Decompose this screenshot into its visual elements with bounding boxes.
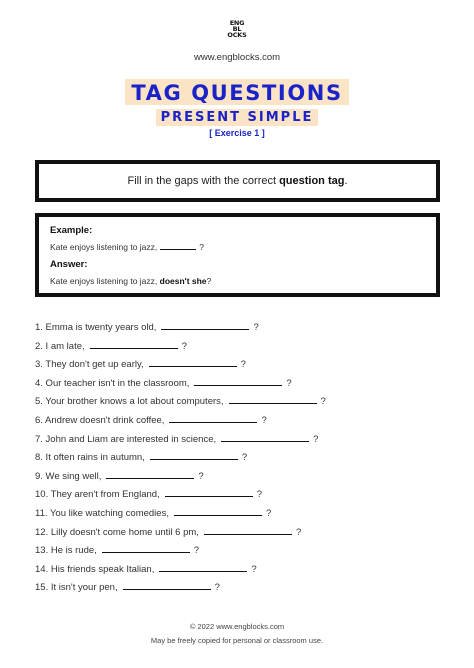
- answer-end: ?: [206, 276, 212, 286]
- answer-blank[interactable]: [161, 320, 249, 330]
- question-end: ?: [265, 507, 272, 519]
- page-subtitle: PRESENT SIMPLE: [156, 109, 319, 126]
- question-text: 1. Emma is twenty years old,: [35, 322, 157, 333]
- question-item: [35, 525, 455, 544]
- question-item: [35, 562, 455, 581]
- answer-blank[interactable]: [123, 580, 211, 590]
- logo-line-2: BL: [232, 25, 242, 33]
- example-label: Example:: [50, 225, 93, 236]
- question-text: 10. They aren't from England,: [35, 489, 160, 501]
- answer-sentence: [50, 276, 425, 286]
- logo-line-3: OCKS: [227, 31, 247, 39]
- question-end: ?: [241, 452, 248, 464]
- question-text: 14. His friends speak Italian,: [35, 563, 155, 575]
- question-text: 6. Andrew doesn't drink coffee,: [35, 414, 165, 426]
- question-end: ?: [320, 396, 326, 408]
- question-text: 8. It often rains in autumn,: [35, 452, 145, 464]
- question-item: [35, 394, 455, 413]
- question-text: 2. I am late,: [35, 340, 85, 352]
- example-blank: [160, 249, 196, 250]
- answer-label: Answer:: [50, 259, 88, 270]
- exercise-label: [ Exercise 1 ]: [209, 128, 265, 138]
- question-item: [35, 413, 455, 432]
- answer-blank[interactable]: [194, 376, 282, 386]
- question-end: ?: [198, 470, 204, 482]
- question-text: 3. They don't get up early,: [35, 359, 144, 371]
- question-text: 4. Our teacher isn't in the classroom,: [35, 377, 190, 389]
- instruction-text: Fill in the gaps with the correct: [127, 175, 277, 187]
- subtitle-wrap: [0, 108, 474, 126]
- question-item: [35, 580, 455, 599]
- question-end: ?: [261, 414, 267, 426]
- site-url: www.engblocks.com: [193, 52, 281, 63]
- answer-text: Kate enjoys listening to jazz,: [50, 276, 158, 286]
- answer-blank[interactable]: [159, 562, 247, 572]
- question-text: 11. You like watching comedies,: [35, 507, 169, 519]
- question-item: [35, 506, 455, 525]
- answer-blank[interactable]: [221, 432, 309, 442]
- question-end: ?: [253, 322, 259, 333]
- page-title: TAG QUESTIONS: [125, 79, 348, 105]
- answer-bold: doesn't she: [159, 276, 207, 286]
- answer-blank[interactable]: [150, 450, 238, 460]
- question-end: ?: [240, 359, 246, 371]
- logo-line-1: ENG: [229, 19, 245, 27]
- question-end: ?: [214, 582, 220, 594]
- question-end: ?: [251, 563, 257, 575]
- question-end: ?: [295, 526, 302, 538]
- answer-blank[interactable]: [204, 525, 292, 535]
- answer-blank[interactable]: [149, 357, 237, 367]
- question-end: ?: [313, 433, 319, 445]
- question-end: ?: [286, 377, 292, 389]
- answer-blank[interactable]: [102, 543, 190, 553]
- question-item: [35, 469, 455, 488]
- question-item: [35, 543, 455, 562]
- answer-blank[interactable]: [165, 487, 253, 497]
- question-end: ?: [256, 489, 262, 501]
- title-wrap: [0, 79, 474, 105]
- footer-note: May be freely copied for personal or classroom use.: [150, 636, 324, 645]
- question-item: [35, 320, 455, 339]
- question-item: [35, 357, 455, 376]
- question-text: 7. John and Liam are interested in science,: [35, 433, 217, 445]
- example-text: Kate enjoys listening to jazz,: [50, 242, 158, 252]
- instruction-end: .: [344, 175, 348, 187]
- answer-blank[interactable]: [106, 469, 194, 479]
- question-item: [35, 450, 455, 469]
- question-item: [35, 487, 455, 506]
- question-text: 9. We sing well,: [35, 470, 102, 482]
- question-item: [35, 432, 455, 451]
- example-box: [35, 213, 440, 297]
- example-end: ?: [199, 242, 204, 252]
- instruction-bold: question tag: [279, 175, 345, 187]
- question-list: [35, 320, 455, 599]
- question-text: 12. Lilly doesn't come home until 6 pm,: [35, 526, 199, 538]
- answer-blank[interactable]: [90, 339, 178, 349]
- question-text: 5. Your brother knows a lot about computers,: [35, 396, 224, 408]
- answer-blank[interactable]: [229, 394, 317, 404]
- instruction-box: [35, 160, 440, 202]
- answer-blank[interactable]: [169, 413, 257, 423]
- question-item: [35, 376, 455, 395]
- question-end: ?: [181, 340, 187, 352]
- question-end: ?: [193, 545, 200, 557]
- footer-copyright: © 2022 www.engblocks.com: [189, 622, 285, 631]
- question-text: 13. He is rude,: [35, 545, 97, 557]
- example-sentence: [50, 242, 425, 252]
- question-item: [35, 339, 455, 358]
- answer-blank[interactable]: [174, 506, 262, 516]
- question-text: 15. It isn't your pen,: [35, 582, 118, 594]
- engblocks-logo: [226, 20, 248, 44]
